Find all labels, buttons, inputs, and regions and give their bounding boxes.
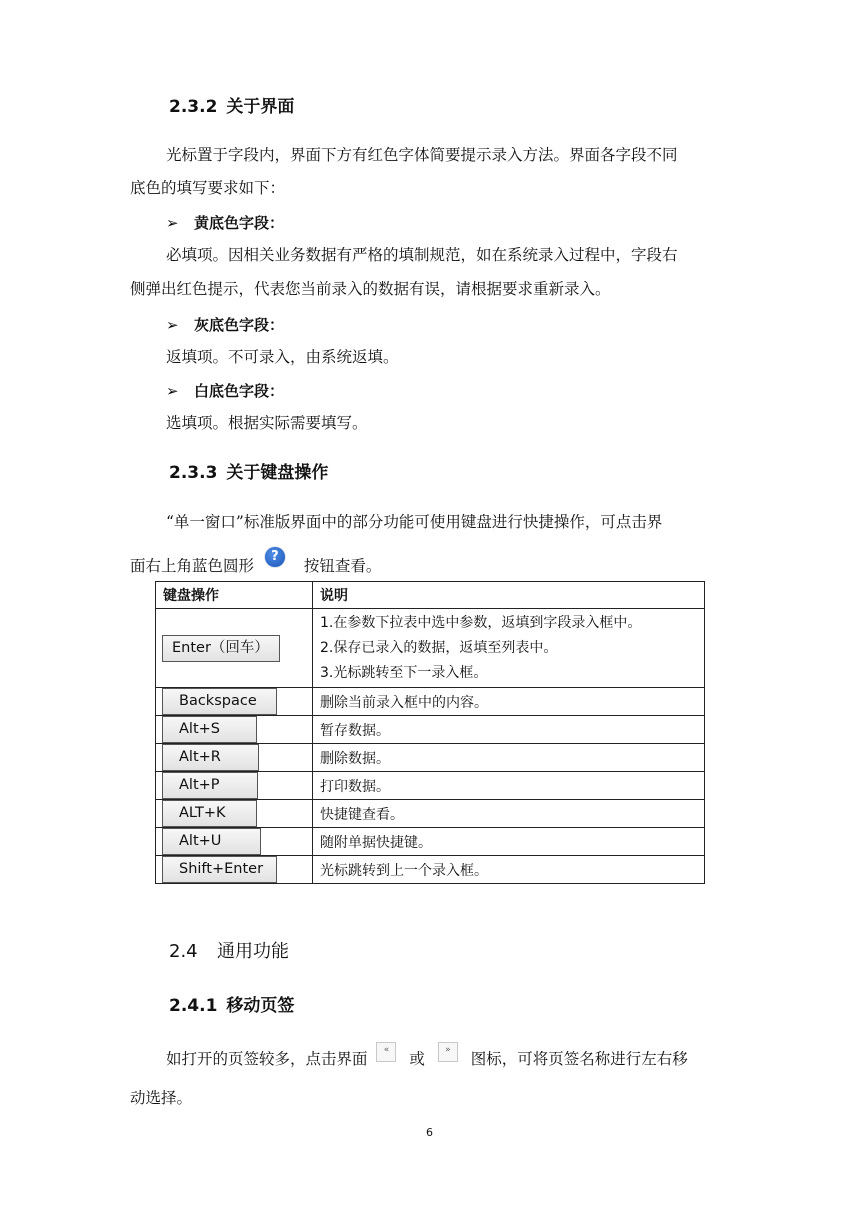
yellow-field-desc: 必填项。因相关业务数据有严格的填制规范，如在系统录入过程中，字段右 — [166, 246, 678, 264]
key-button-alt-k: ALT+K — [162, 800, 257, 827]
section-heading-2-3-2: 2.3.2 关于界面 — [169, 97, 295, 117]
arrow-bullet-icon: ➢ — [166, 214, 179, 232]
paragraph-intro-2-3-3: “单一窗口”标准版界面中的部分功能可使用键盘进行快捷操作，可点击界 — [166, 513, 663, 531]
row-description: 快捷键查看。 — [313, 800, 705, 828]
table-row — [156, 716, 705, 744]
arrow-bullet-icon: ➢ — [166, 382, 179, 400]
help-icon: ? — [265, 547, 285, 567]
key-button-alt-r: Alt+R — [162, 744, 259, 771]
paragraph-intro-2-3-3-cont: 面右上角蓝色圆形 ? 按钮查看。 — [130, 549, 382, 575]
row-description: 1.在参数下拉表中选中参数，返填到字段录入框中。 2.保存已录入的数据，返填至列表中。 3.光标跳转至下一录入框。 — [313, 609, 705, 688]
table-row — [156, 688, 705, 716]
table-row — [156, 772, 705, 800]
paragraph-intro-2-4-1-cont: 动选择。 — [130, 1089, 193, 1107]
bullet-white-field: ➢ 白底色字段： — [166, 382, 285, 400]
table-row — [156, 856, 705, 884]
paragraph-intro-2-4-1: 如打开的页签较多，点击界面 « 或 » 图标，可将页签名称进行左右移 — [166, 1042, 688, 1076]
yellow-field-desc-cont: 侧弹出红色提示，代表您当前录入的数据有误，请根据要求重新录入。 — [130, 280, 611, 298]
key-button-shift-enter: Shift+Enter — [162, 856, 277, 883]
white-field-desc: 选填项。根据实际需要填写。 — [166, 414, 368, 432]
arrow-bullet-icon: ➢ — [166, 316, 179, 334]
tab-scroll-right-icon: » — [438, 1042, 458, 1062]
table-row — [156, 800, 705, 828]
key-button-enter: Enter（回车） — [162, 635, 280, 662]
key-button-alt-s: Alt+S — [162, 716, 257, 743]
row-description: 删除数据。 — [313, 744, 705, 772]
table-row — [156, 744, 705, 772]
paragraph-intro-2-3-2-cont: 底色的填写要求如下： — [130, 179, 286, 197]
row-description: 打印数据。 — [313, 772, 705, 800]
row-description: 暂存数据。 — [313, 716, 705, 744]
header-description: 说明 — [313, 582, 705, 609]
keyboard-shortcuts-table — [155, 581, 705, 884]
section-heading-2-4-1: 2.4.1 移动页签 — [169, 996, 295, 1016]
table-row — [156, 609, 705, 688]
section-heading-2-4: 2.4 通用功能 — [169, 941, 289, 962]
section-heading-2-3-3: 2.3.3 关于键盘操作 — [169, 463, 329, 483]
bullet-yellow-field: ➢ 黄底色字段： — [166, 214, 285, 232]
row-description: 光标跳转到上一个录入框。 — [313, 856, 705, 884]
row-description: 随附单据快捷键。 — [313, 828, 705, 856]
table-header-row — [156, 582, 705, 609]
key-button-alt-u: Alt+U — [162, 828, 261, 855]
key-button-alt-p: Alt+P — [162, 772, 258, 799]
tab-scroll-left-icon: « — [376, 1042, 396, 1062]
key-button-backspace: Backspace — [162, 688, 277, 715]
paragraph-intro-2-3-2: 光标置于字段内，界面下方有红色字体简要提示录入方法。界面各字段不同 — [166, 146, 678, 164]
row-description: 删除当前录入框中的内容。 — [313, 688, 705, 716]
page-number: 6 — [426, 1126, 433, 1139]
table-row — [156, 828, 705, 856]
gray-field-desc: 返填项。不可录入，由系统返填。 — [166, 348, 399, 366]
header-key-operation: 键盘操作 — [156, 582, 313, 609]
bullet-gray-field: ➢ 灰底色字段： — [166, 316, 285, 334]
